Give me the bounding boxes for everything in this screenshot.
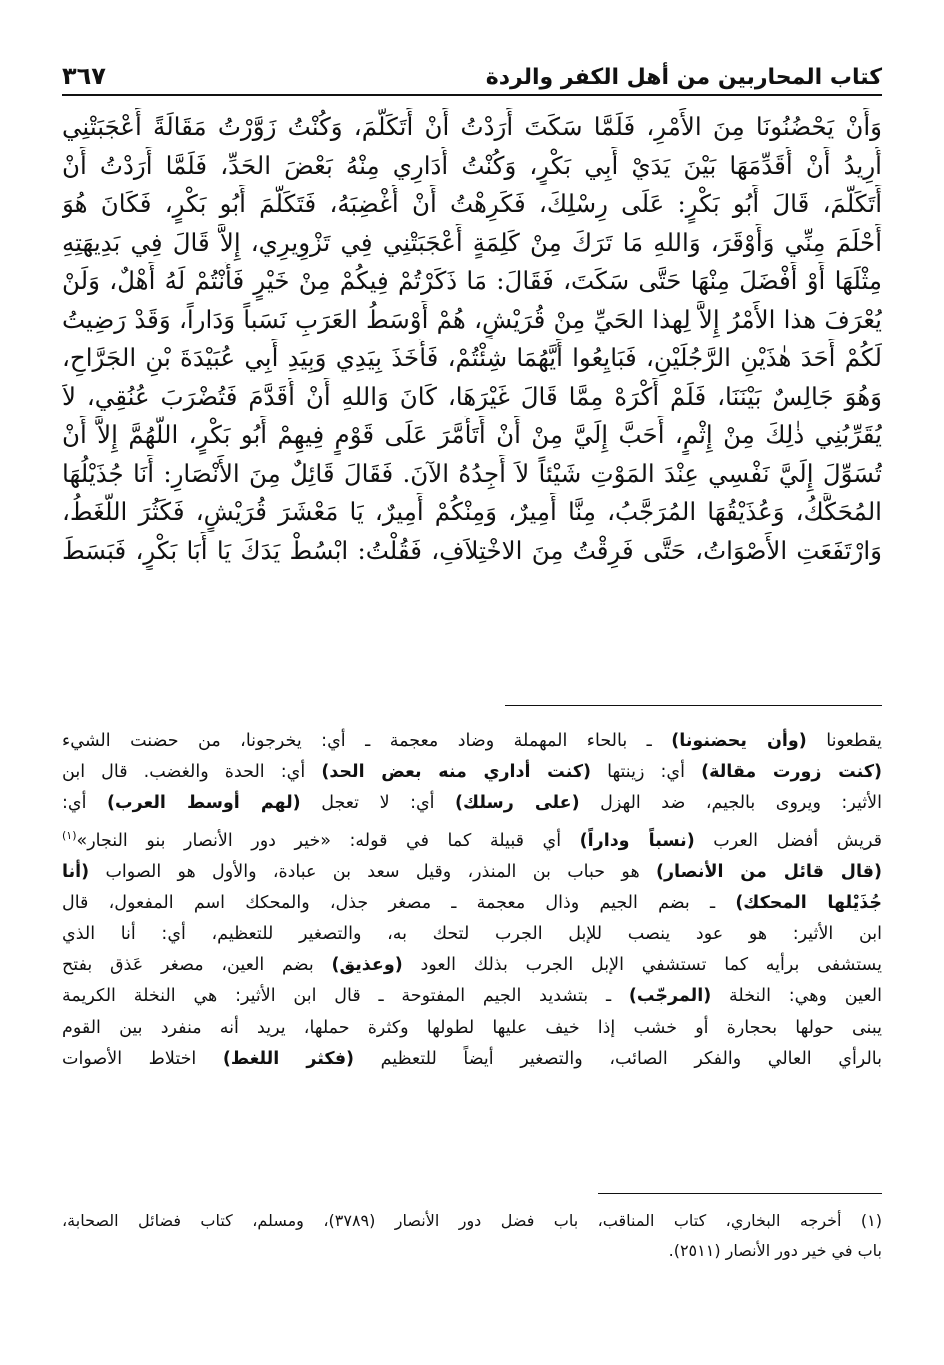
- commentary-line: (كنت زورت مقالة) أي: زينتها (كنت أداري منه بعض الحد) أي: الحدة والغضب. قال ابن: [62, 762, 882, 783]
- main-line: المُحَكَّكُ، وَعُذَيْقُهَا المُرَجَّبُ، مِنَّا أَمِيرٌ، وَمِنْكُمْ أَمِيرٌ، يَا مَعْشَرَ قُرَيْشٍ، فَكَثُرَ اللَّغَطُ،: [62, 497, 882, 526]
- commentary-line: العين وهي: النخلة (المرجّب) ـ بتشديد الجيم المفتوحة ـ قال ابن الأثير: هي النخلة الكريمة: [62, 986, 882, 1007]
- main-line: لَكُمْ أَحَدَ هٰذَيْنِ الرَّجُلَيْنِ، فَبَايِعُوا أَيَّهُمَا شِئْتُمْ، فَأَخَذَ بِيَدِي وَبِيَدِ أَبِي عُبَيْدَةَ بْنِ الجَرَّاحِ،: [62, 343, 882, 372]
- main-line: أَحْلَمَ مِنِّي وَأَوْقَرَ، وَاللهِ مَا تَرَكَ مِنْ كَلِمَةٍ أَعْجَبَتْنِي فِي تَزْوِيرِي، إِلاَّ قَالَ فِي بَدِيهَتِهِ: [62, 227, 882, 257]
- main-line: مِثْلَهَا أَوْ أَفْضَلَ مِنْهَا حَتَّى سَكَتَ، فَقَالَ: مَا ذَكَرْتُمْ فِيكُمْ مِنْ خَيْرٍ فَأَنْتُمْ لَهُ أَهْلٌ، وَلَنْ: [62, 266, 882, 295]
- commentary-line: ابن الأثير: هو عود ينصب للإبل الجرب لتحك به، والتصغير للتعظيم، أي: أنا الذي: [62, 924, 882, 945]
- footnote-line: (١) أخرجه البخاري، كتاب المناقب، باب فضل دور الأنصار (٣٧٨٩)، ومسلم، كتاب فضائل الصحابة،: [62, 1211, 882, 1230]
- footnote-marker[interactable]: (١): [62, 828, 77, 842]
- main-line: وَارْتَفَعَتِ الأَصْوَاتُ، حَتَّى فَرِقْتُ مِنَ الاخْتِلاَفِ، فَقُلْتُ: ابْسُطْ يَدَكَ يَا أَبَا بَكْرٍ، فَبَسَطَ: [62, 535, 882, 565]
- commentary-line: يقطعونا (وأن يحضنونا) ـ بالحاء المهملة وضاد معجمة ـ أي: يخرجونا، من حضنت الشيء: [62, 731, 882, 751]
- commentary-line: يبنى حولها بحجارة أو خشب إذا خيف عليها لطولها وكثرة حملها، يريد أنه منفرد بين القوم: [62, 1017, 882, 1038]
- main-line: وَأَنْ يَحْضُنُونَا مِنَ الأَمْرِ، فَلَمَّا سَكَتَ أَرَدْتُ أَنْ أَتَكَلَّمَ، وَكُنْتُ زَوَّرْتُ مَقَالَةً أَعْجَبَتْنِي: [62, 112, 882, 141]
- main-line: أَتَكَلَّمَ، قَالَ أَبُو بَكْرٍ: عَلَى رِسْلِكَ، فَكَرِهْتُ أَنْ أُغْضِبَهُ، فَتَكَلَّمَ أَبُو بَكْرٍ، فَكَانَ هُوَ: [62, 189, 882, 218]
- footnotes: [62, 1206, 882, 1266]
- commentary-line: يستشفى برأيه كما تستشفي الإبل الجرب بذلك العود (وعذيق) بضم العين، مصغر عَذق بفتح: [62, 955, 882, 976]
- header-divider: [62, 94, 882, 96]
- main-line: وَهُوَ جَالِسٌ بَيْنَنَا، فَلَمْ أَكْرَهْ مِمَّا قَالَ غَيْرَهَا، كَانَ وَاللهِ أَنْ أُقَدَّمَ فَتُضْرَبَ عُنُقِي، لاَ: [62, 381, 882, 411]
- footnote-line: باب في خير دور الأنصار (٢٥١١).: [668, 1241, 882, 1260]
- main-text: [62, 108, 882, 570]
- commentary-line: بالرأي العالي والفكر الصائب، والتصغير أيضاً للتعظيم (فكثر اللغط) اختلاط الأصوات: [62, 1048, 882, 1069]
- commentary-line: الأثير: ويروى بالجيم، ضد الهزل (على رسلك) أي: لا تعجل (لهم أوسط العرب) أي:: [62, 793, 882, 814]
- page-header: [62, 38, 882, 90]
- commentary-line: (قال قائل من الأنصار) هو حباب بن المنذر، وقيل سعد بن عبادة، والأول هو الصواب (أنا: [62, 861, 882, 882]
- footnote-divider: [598, 1193, 882, 1194]
- page-number: ٣٦٧: [62, 62, 106, 90]
- commentary-line: قريش أفضل العرب (نسباً وداراً) أي قبيلة كما في قوله: «خير دور الأنصار بنو النجار»$^{(١)}$: [62, 828, 882, 851]
- main-line: يُعْرَفَ هذا الأَمْرُ إِلاَّ لِهذا الحَيِّ مِنْ قُرَيْشٍ، هُمْ أَوْسَطُ العَرَبِ نَسَباً وَدَاراً، وَقَدْ رَضِيتُ: [62, 304, 882, 334]
- main-line: يُقَرِّبُنِي ذٰلِكَ مِنْ إِثْمٍ، أَحَبَّ إِلَيَّ مِنْ أَنْ أَتَأَمَّرَ عَلَى قَوْمٍ فِيهِمْ أَبُو بَكْرٍ، اللَّهُمَّ إِلاَّ أَنْ: [62, 420, 882, 449]
- main-line: تُسَوِّلَ إِلَيَّ نَفْسِي عِنْدَ المَوْتِ شَيْئاً لاَ أَجِدُهُ الآنَ. فَقَالَ قَائِلٌ مِنَ الأَنْصَارِ: أَنَا جُذَيْلُهَا: [62, 458, 882, 488]
- commentary: [62, 726, 882, 1075]
- commentary-line: جُذَيْلها المحكك) ـ بضم الجيم وذال معجمة ـ مصغر جذل، والمحكك اسم المفعول، قال: [62, 892, 882, 913]
- commentary-divider: [505, 705, 882, 706]
- running-title: كتاب المحاربين من أهل الكفر والردة: [485, 65, 882, 90]
- main-line: أُرِيدُ أَنْ أُقَدِّمَهَا بَيْنَ يَدَيْ أَبِي بَكْرٍ، وَكُنْتُ أُدَارِي مِنْهُ بَعْضَ الحَدِّ، فَلَمَّا أَرَدْتُ أَنْ: [62, 150, 882, 180]
